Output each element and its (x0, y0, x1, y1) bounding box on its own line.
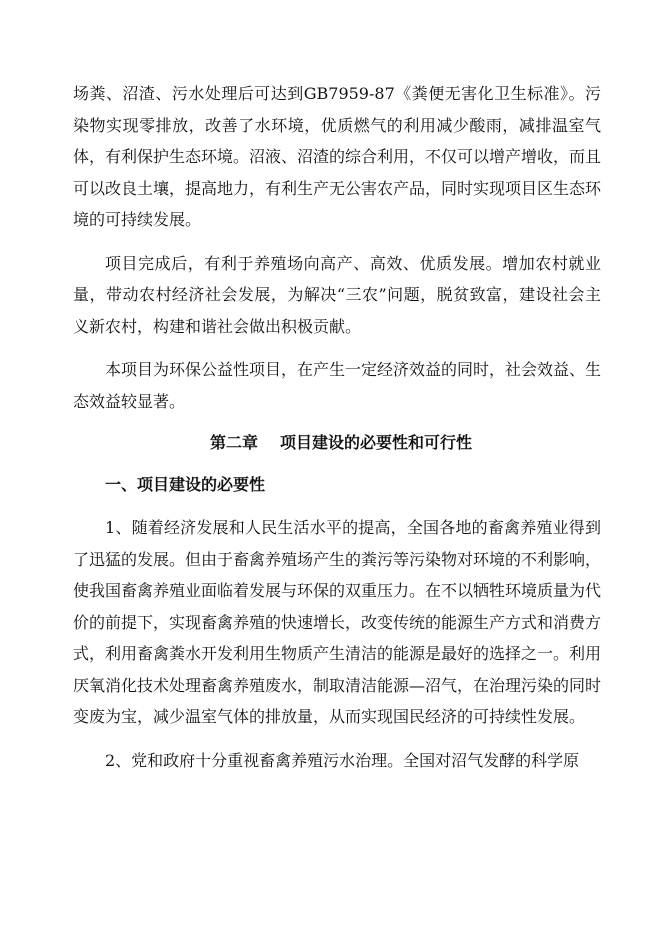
section-heading: 一、项目建设的必要性 (105, 474, 266, 494)
paragraph-project-benefits: 项目完成后，有利于养殖场向高产、高效、优质发展。增加农村就业量，带动农村经济社会发展，为解决“三农”问题，脱贫致富，建设社会主义新农村，构建和谐社会做出积极贡献。 (73, 253, 601, 336)
paragraph-pollution-treatment: 场粪、沼渣、污水处理后可达到GB7959-87《粪便无害化卫生标准》。污染物实现零排放，改善了水环境，优质燃气的利用减少酸雨，减排温室气体，有利保护生态环境。沼液、沼渣的综合利用，不仅可以增产增收，而且可以改良土壤，提高地力，有利生产无公害农产品，同时实现项目区生态环境的可持续发展。 (73, 84, 602, 229)
chapter-title: 项目建设的必要性和可行性 (280, 433, 473, 452)
paragraph-necessity-1: 1、随着经济发展和人民生活水平的提高，全国各地的畜禽养殖业得到了迅猛的发展。但由于畜禽养殖场产生的粪污等污染物对环境的不利影响，使我国畜禽养殖业面临着发展与环保的双重压力。在不以牺牲环境质量为代价的前提下，实现畜禽养殖的快速增长，改变传统的能源生产方式和消费方式，利用畜禽粪水开发利用生物质产生清洁的能源是最好的选择之一。利用厌氧消化技术处理畜禽养殖废水，制取清洁能源—沼气，在治理污染的同时变废为宝，减少温室气体的排放量，从而实现国民经济的可持续性发展。 (73, 518, 602, 726)
chapter-heading (73, 427, 601, 459)
chapter-number: 第二章 (209, 433, 258, 452)
document-page (73, 78, 601, 776)
paragraph-necessity-2: 2、党和政府十分重视畜禽养殖污水治理。全国对沼气发酵的科学原 (105, 750, 580, 770)
paragraph-public-welfare: 本项目为环保公益性项目，在产生一定经济效益的同时，社会效益、生态效益较显著。 (73, 360, 602, 411)
